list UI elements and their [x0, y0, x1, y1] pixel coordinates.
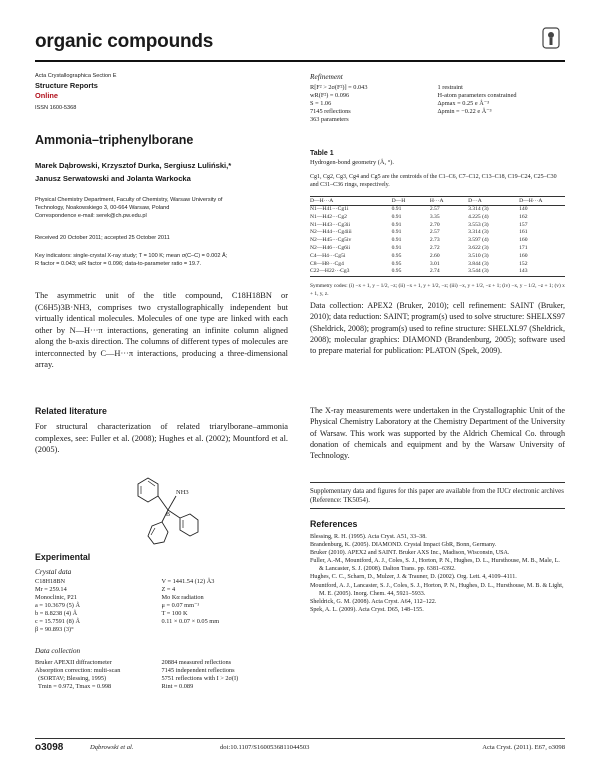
abstract: The asymmetric unit of the title compound, C18H18BN or (C6H5)3B·NH3, comprises two crystallographically independent but virtually identical molecules. Molecules of one type are linked with each other by N—H···π interactions, generating an infinite column aligned along the b-axis direction. The columns of different types of molecules are interconnected by C—H···π interactions, producing a three-dimensional array. — [35, 291, 288, 369]
reference-item: Blessing, R. H. (1995). Acta Cryst. A51, 33–38. — [310, 534, 427, 540]
crystal-data-item: c = 15.7591 (8) Å — [35, 618, 80, 625]
key-indicators-line: Key indicators: single-crystal X-ray study; T = 100 K; mean σ(C–C) = 0.002 Å; — [35, 253, 228, 259]
correspondence: Correspondence e-mail: serek@ch.pw.edu.pl — [35, 213, 147, 220]
affiliation — [35, 196, 288, 221]
data-collection-heading: Data collection — [35, 646, 81, 655]
refinement-item: R[F² > 2σ(F²)] = 0.043 — [310, 84, 368, 91]
table-cell: 3.314 (3) — [468, 229, 489, 236]
table-cell: 3.597 (4) — [468, 237, 489, 244]
table-cell: C4—H4···Cg5i — [310, 252, 346, 259]
experimental-heading: Experimental — [35, 552, 91, 562]
table-cell: 4.225 (4) — [468, 213, 489, 220]
table-cell: N2—H45···Cg5iv — [310, 237, 352, 244]
table-cell: 2.73 — [429, 237, 440, 244]
crystal-data — [35, 578, 288, 634]
table-cell: N2—H44···Cg4iii — [310, 229, 352, 236]
data-collection-item: Bruker APEXII diffractometer — [35, 659, 112, 666]
data-collection — [35, 659, 288, 691]
table-cell: 140 — [519, 206, 528, 212]
table-row — [310, 214, 565, 222]
table-cell: 3.622 (3) — [468, 244, 489, 251]
table-header-row — [310, 197, 565, 206]
table-cell: 2.72 — [429, 244, 440, 251]
iucr-logo-icon — [542, 27, 560, 49]
crystal-data-item: Z = 4 — [161, 586, 176, 593]
table-cell: C22—H22···Cg3 — [310, 268, 392, 276]
affiliation-line: Physical Chemistry Department, Faculty of Chemistry, Warsaw University of — [35, 197, 223, 203]
refinement-data — [310, 84, 565, 124]
table-cell: 162 — [519, 213, 528, 220]
table-cell: 0.91 — [391, 206, 402, 212]
refinement-item: Δρmax = 0.25 e Å⁻³ — [437, 100, 489, 107]
symmetry-codes: Symmetry codes: (i) −x + 1, y − 1/2, −z; (ii) −x + 1, y + 1/2, −z; (iii) −x, y + 1/2, −z + 1; (iv) −x, y − 1/2, −z + 1; (v) x + 1, y, z. — [310, 283, 565, 297]
authors-line-1: Marek Dąbrowski, Krzysztof Durka, Sergiusz Luliński,* — [35, 161, 232, 170]
table-cell: N1—H42···Cg2 — [310, 213, 347, 220]
software-paragraph: Data collection: APEX2 (Bruker, 2010); cell refinement: SAINT (Bruker, 2010); data reduction: SAINT; program(s) used to solve structure: SHELXS97 (Sheldrick, 2008); program(s) used to refine structure: SHELXL97 (Sheldrick, 2008); molecular graphics: DIAMOND (Brandenburg, 2005); software used to prepare material for publication: PLATON (Spek, 2009). — [310, 301, 565, 356]
footer-journal: Acta Cryst. (2011). E67, o3098 — [482, 744, 565, 751]
table-cell: 160 — [519, 237, 528, 244]
related-literature-text: For structural characterization of related triarylborane–ammonia complexes, see: Fuller et al. (2008); Hughes et al. (2002); Mountford et al. (2005). — [35, 422, 288, 454]
structure-reports: Structure Reports — [35, 81, 98, 90]
data-collection-item: Rint = 0.089 — [161, 683, 194, 690]
reference-item: Spek, A. L. (2009). Acta Cryst. D65, 148–155. — [310, 606, 424, 613]
header-rule — [35, 60, 565, 62]
refinement-item: 1 restraint — [437, 84, 463, 91]
table-cell: 3.01 — [429, 260, 440, 267]
affiliation-line: Technology, Noakowskiego 3, 00-664 Warsaw, Poland — [35, 205, 170, 212]
table-cell: 171 — [519, 244, 528, 251]
table-cell: 3.510 (3) — [468, 252, 489, 259]
table-cell: 3.314 (3) — [468, 206, 489, 212]
table-cell: 2.60 — [429, 252, 440, 259]
table-cell: 0.91 — [391, 229, 402, 236]
table-cell: 157 — [519, 221, 528, 228]
reference-item: Mountford, A. J., Lancaster, S. J., Coles, S. J., Horton, P. N., Hughes, D. L., Hursthouse, M. B. & Light, M. E. (2005). Inorg. Chem. 44, 5921–5933. — [310, 582, 564, 597]
table-cell: 0.95 — [391, 252, 402, 259]
journal-section: Acta Crystallographica Section E — [35, 73, 117, 79]
refinement-heading: Refinement — [310, 72, 343, 81]
table-cell: N2—H46···Cg6ii — [310, 244, 351, 251]
table-cell: 3.553 (3) — [468, 221, 489, 228]
crystal-data-item: Mo Kα radiation — [161, 594, 204, 601]
table-row — [310, 245, 565, 253]
doi-link[interactable]: doi:10.1107/S1600536811044503 — [220, 744, 310, 751]
table-cell: 3.35 — [429, 213, 440, 220]
journal-section-title: organic compounds — [35, 31, 214, 52]
table-cell: 2.70 — [429, 221, 440, 228]
data-collection-item: Absorption correction: multi-scan — [35, 667, 121, 674]
table-header-cell: D—H···A — [519, 197, 565, 206]
crystal-data-item: C18H18BN — [35, 578, 66, 585]
references-list — [310, 533, 565, 614]
page-footer — [35, 742, 565, 753]
footer-authors: Dąbrowski et al. — [90, 744, 134, 751]
crystal-data-item: a = 10.3679 (5) Å — [35, 602, 80, 609]
table-row — [310, 222, 565, 230]
table-header-cell: D···A — [468, 197, 519, 206]
crystal-data-item: Mr = 259.14 — [35, 586, 67, 593]
table-cell: 161 — [519, 229, 528, 236]
boron-label: B — [166, 512, 171, 518]
hydrogen-bond-table — [310, 196, 565, 277]
table-row — [310, 206, 565, 214]
crystal-data-item: V = 1441.54 (12) Å3 — [161, 578, 215, 585]
data-collection-item: Tmin = 0.972, Tmax = 0.998 — [35, 683, 112, 690]
reference-item: Sheldrick, G. M. (2008). Acta Cryst. A64, 112–122. — [310, 598, 437, 605]
reference-item: Hughes, C. C., Scharn, D., Mulzer, J. & Trauner, D. (2002). Org. Lett. 4, 4109–4111. — [310, 574, 517, 581]
table-cell: 2.57 — [429, 206, 440, 212]
page-number: o3098 — [35, 742, 64, 753]
refinement-item: S = 1.06 — [310, 100, 332, 107]
article-title: Ammonia–triphenylborane — [35, 133, 194, 147]
table-cell: 143 — [519, 268, 565, 276]
table-cell: 0.91 — [391, 237, 402, 244]
table-cell: 0.91 — [391, 213, 402, 220]
table-row — [310, 237, 565, 245]
table-header-cell: D—H — [392, 197, 430, 206]
reference-item: Brandenburg, K. (2005). DIAMOND. Crystal Impact GbR, Bonn, Germany. — [310, 542, 497, 549]
table-row — [310, 229, 565, 237]
data-collection-item: 7145 independent reflections — [161, 667, 235, 674]
crystal-data-item: μ = 0.07 mm⁻¹ — [161, 602, 200, 609]
table-cell: 2.57 — [429, 229, 440, 236]
molecule-diagram — [118, 470, 208, 550]
table-cell: 3.844 (3) — [468, 260, 489, 267]
data-collection-item: (SORTAV; Blessing, 1995) — [35, 675, 107, 682]
divider — [310, 482, 565, 483]
dates: Received 20 October 2011; accepted 25 October 2011 — [35, 235, 170, 241]
table-cell: 0.91 — [391, 221, 402, 228]
crystal-data-item: Monoclinic, P21 — [35, 594, 77, 601]
refinement-item: H-atom parameters constrained — [437, 92, 517, 99]
divider — [310, 508, 565, 509]
authors-line-2: Janusz Serwatowski and Jolanta Warkocka — [35, 173, 191, 183]
data-collection-item: 20884 measured reflections — [161, 659, 232, 666]
table-cell: 152 — [519, 260, 528, 267]
refinement-item: 7145 reflections — [310, 108, 351, 115]
table-cell: 0.95 — [391, 260, 402, 267]
supplementary-note: Supplementary data and figures for this paper are available from the IUCr electronic archives (Reference: TK5054). — [310, 488, 564, 504]
table-cell: 0.91 — [391, 244, 402, 251]
table-cell: 0.95 — [392, 268, 430, 276]
related-literature-heading: Related literature — [35, 406, 107, 416]
table-cell: N1—H43···Cg3ii — [310, 221, 351, 228]
key-indicators — [35, 252, 288, 268]
table-cell: 2.74 — [430, 268, 468, 276]
refinement-item: Δρmin = −0.22 e Å⁻³ — [437, 108, 492, 115]
footer-rule — [35, 738, 565, 739]
online-label: Online — [35, 90, 58, 100]
table-row — [310, 268, 565, 276]
table-row — [310, 261, 565, 269]
issn: ISSN 1600-5368 — [35, 105, 77, 111]
crystal-data-item: T = 100 K — [161, 610, 188, 617]
reference-item: Fuller, A.-M., Mountford, A. J., Coles, S. J., Horton, P. N., Hughes, D. L., Hursthouse, M. B., Male, L. & Lancaster, S. J. (2008). Dalton Trans. pp. 6381–6392. — [310, 558, 560, 573]
table-cell: N1—H41···Cg1i — [310, 206, 349, 212]
table-header-cell: H···A — [430, 197, 468, 206]
table1-subtitle: Hydrogen-bond geometry (Å, °). — [310, 159, 395, 166]
reference-item: Bruker (2010). APEX2 and SAINT. Bruker AXS Inc., Madison, Wisconsin, USA. — [310, 550, 510, 557]
references-heading: References — [310, 519, 358, 529]
nh3-label: NH3 — [176, 489, 189, 496]
table-header-cell: D—H···A — [310, 197, 392, 206]
key-indicators-line: R factor = 0.043; wR factor = 0.096; data-to-parameter ratio = 19.7. — [35, 261, 202, 268]
refinement-item: wR(F²) = 0.096 — [310, 92, 350, 99]
table-row — [310, 253, 565, 261]
table1-title: Table 1 — [310, 150, 334, 157]
crystal-data-item: 0.11 × 0.07 × 0.05 mm — [161, 618, 220, 625]
table-cell: 160 — [519, 252, 528, 259]
crystal-data-item: b = 8.8238 (4) Å — [35, 610, 78, 617]
crystal-data-heading: Crystal data — [35, 567, 72, 576]
acknowledgement: The X-ray measurements were undertaken in the Crystallographic Unit of the Physical Chemistry Laboratory at the Chemistry Department of the University of Warsaw. This work was supported by the Aldrich Chemical Co. through donation of chemicals and equipment and by the Warsaw University of Technology. — [310, 406, 565, 461]
data-collection-item: 5751 reflections with I > 2σ(I) — [161, 675, 239, 682]
table-cell: 3.544 (3) — [468, 268, 519, 276]
refinement-item: 363 parameters — [310, 116, 349, 123]
crystal-data-item: β = 90.893 (3)° — [35, 626, 74, 633]
table1-note: Cg1, Cg2, Cg3, Cg4 and Cg5 are the centroids of the C1–C6, C7–C12, C13–C18, C19–C24, C25–C30 and C31–C36 rings, respectively. — [310, 174, 557, 188]
table-cell: C8—H8···Cg4 — [310, 260, 344, 267]
